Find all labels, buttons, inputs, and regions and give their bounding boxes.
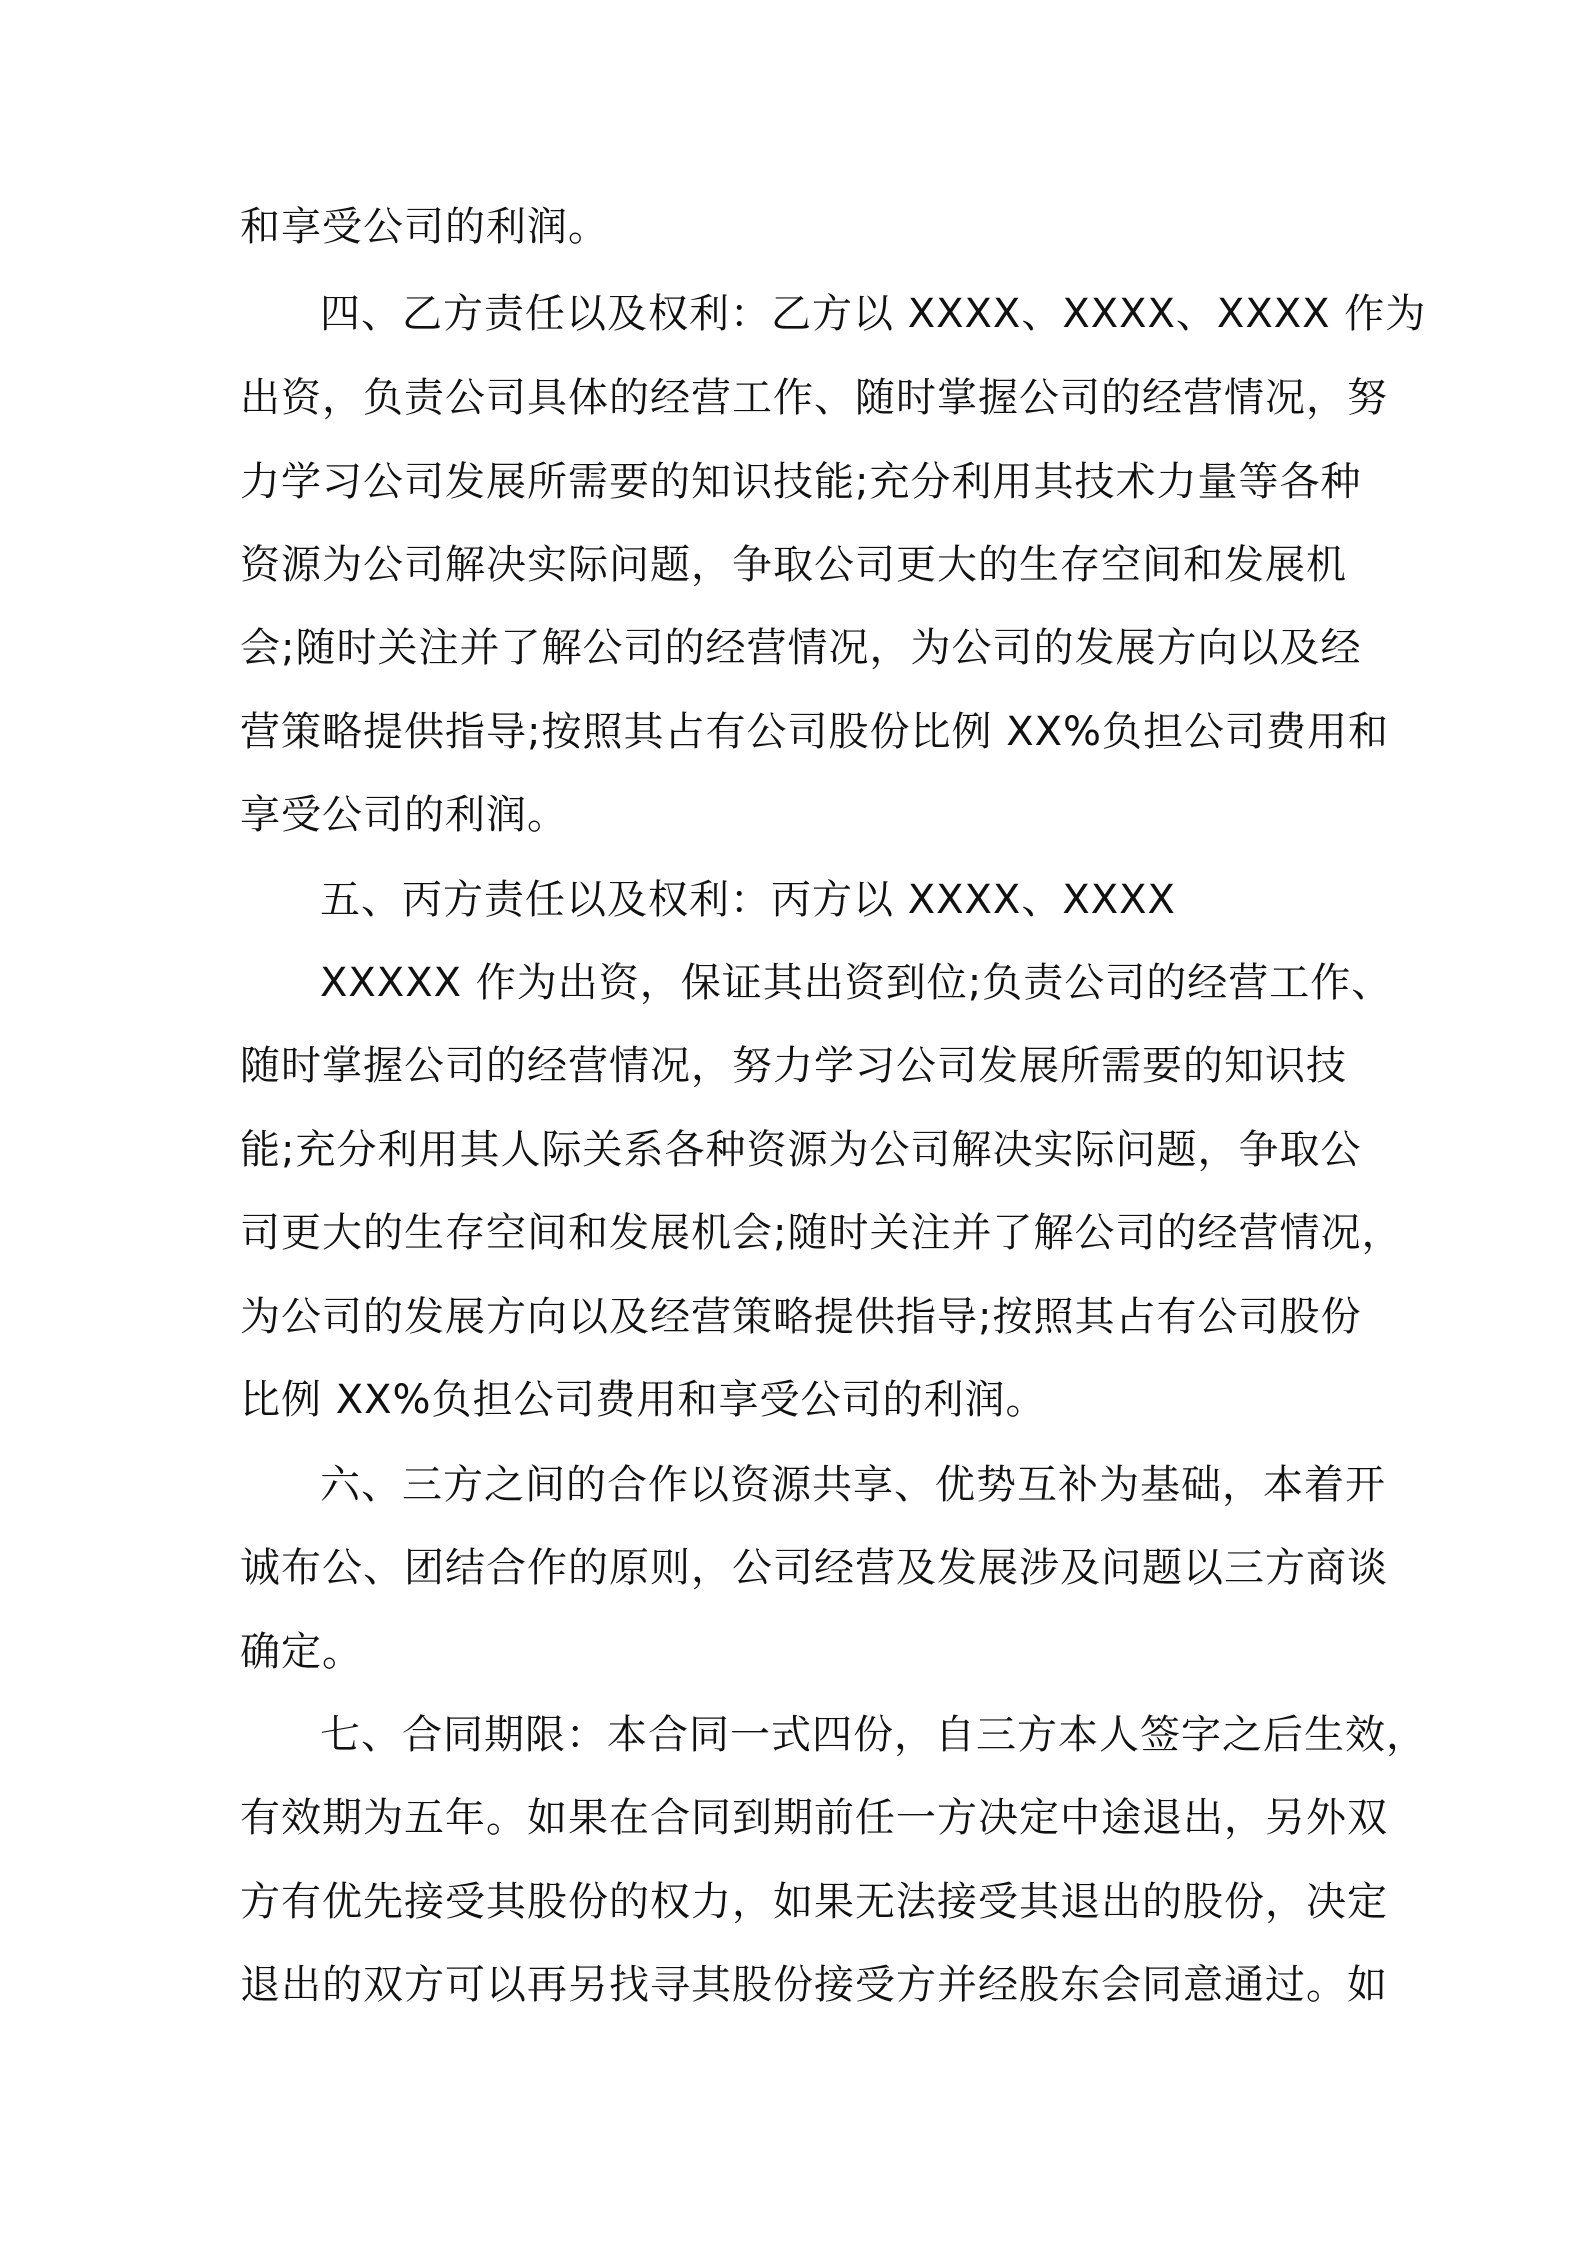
text-line: XXXXX 作为出资，保证其出资到位;负责公司的经营工作、 [320, 960, 1393, 1006]
text-line: 方有优先接受其股份的权力，如果无法接受其退出的股份，决定 [240, 1879, 1388, 1925]
text-line: 比例 XX%负担公司费用和享受公司的利润。 [240, 1377, 1047, 1423]
text-line: 为公司的发展方向以及经营策略提供指导;按照其占有公司股份 [240, 1294, 1362, 1340]
text-line: 会;随时关注并了解公司的经营情况，为公司的发展方向以及经 [240, 625, 1362, 671]
text-line: 力学习公司发展所需要的知识技能;充分利用其技术力量等各种 [240, 459, 1362, 505]
text-line: 七、合同期限：本合同一式四份，自三方本人签字之后生效， [320, 1712, 1427, 1758]
text-line: 营策略提供指导;按照其占有公司股份比例 XX%负担公司费用和 [240, 709, 1390, 755]
text-line: 诚布公、团结合作的原则，公司经营及发展涉及问题以三方商谈 [240, 1545, 1388, 1591]
text-line: 六、三方之间的合作以资源共享、优势互补为基础，本着开 [320, 1462, 1386, 1508]
text-line: 随时掌握公司的经营情况，努力学习公司发展所需要的知识技 [240, 1043, 1347, 1089]
text-line: 出资，负责公司具体的经营工作、随时掌握公司的经营情况，努 [240, 375, 1388, 421]
text-line: 和享受公司的利润。 [240, 204, 609, 250]
text-line: 五、丙方责任以及权利：丙方以 XXXX、XXXX [320, 877, 1176, 923]
text-line: 有效期为五年。如果在合同到期前任一方决定中途退出，另外双 [240, 1795, 1388, 1841]
text-line: 资源为公司解决实际问题，争取公司更大的生存空间和发展机 [240, 542, 1347, 588]
text-line: 四、乙方责任以及权利：乙方以 XXXX、XXXX、XXXX 作为 [320, 291, 1427, 337]
text-line: 能;充分利用其人际关系各种资源为公司解决实际问题，争取公 [240, 1127, 1362, 1173]
text-line: 退出的双方可以再另找寻其股份接受方并经股东会同意通过。如 [240, 1962, 1388, 2008]
text-line: 确定。 [240, 1629, 363, 1675]
text-line: 享受公司的利润。 [240, 792, 568, 838]
text-line: 司更大的生存空间和发展机会;随时关注并了解公司的经营情况， [240, 1210, 1403, 1256]
